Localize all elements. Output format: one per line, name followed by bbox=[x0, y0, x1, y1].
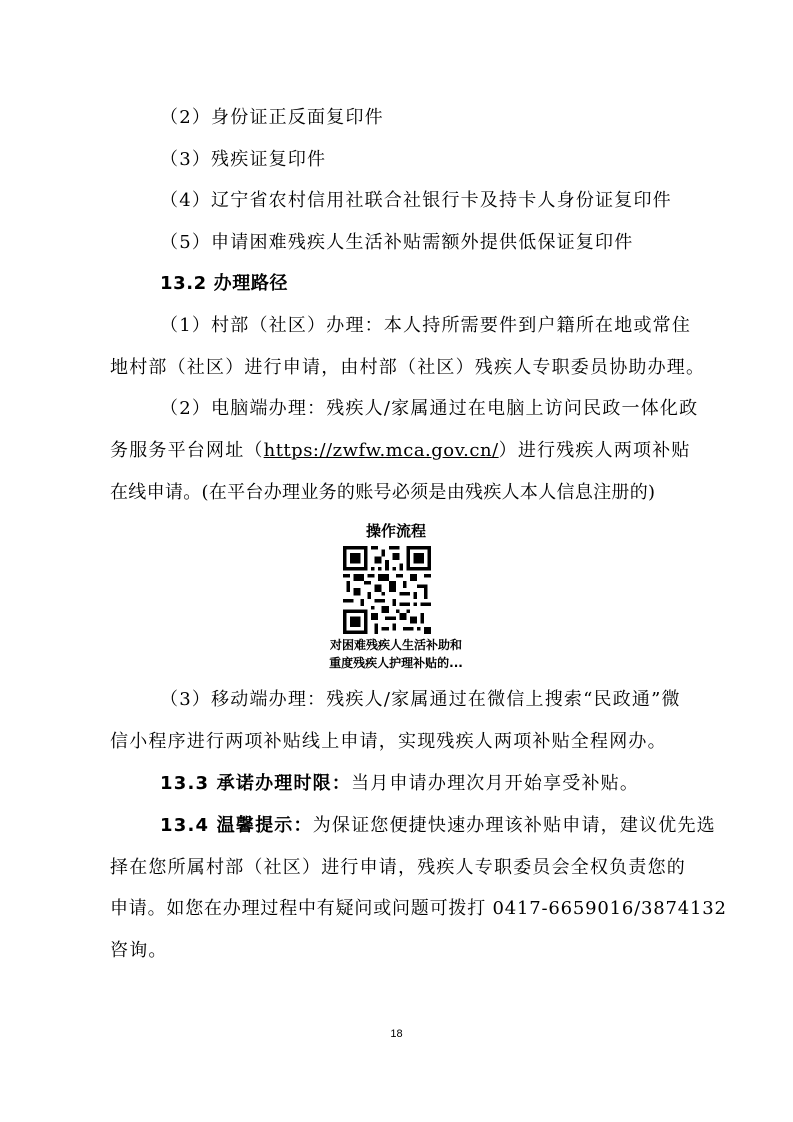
list-item: （5）申请困难残疾人生活补贴需额外提供低保证复印件 bbox=[160, 232, 634, 253]
paragraph-line: 申请。如您在办理过程中有疑问或问题可拨打 0417-6659016/3874132 bbox=[110, 898, 727, 919]
list-item: （4）辽宁省农村信用社联合社银行卡及持卡人身份证复印件 bbox=[160, 190, 672, 211]
section-text: 当月申请办理次月开始享受补贴。 bbox=[351, 773, 640, 794]
paragraph-line: 信小程序进行两项补贴线上申请，实现残疾人两项补贴全程网办。 bbox=[110, 731, 667, 752]
page-number: 18 bbox=[390, 1028, 403, 1040]
paragraph-line: （3）移动端办理：残疾人/家属通过在微信上搜索“民政通”微 bbox=[160, 689, 681, 710]
section-text: 为保证您便捷快速办理该补贴申请，建议优先选 bbox=[312, 815, 716, 836]
section-heading: 13.2 办理路径 bbox=[160, 273, 289, 294]
paragraph-line: 地村部（社区）进行申请，由村部（社区）残疾人专职委员协助办理。 bbox=[110, 357, 706, 378]
paragraph-line: 在线申请。(在平台办理业务的账号必须是由残疾人本人信息注册的) bbox=[110, 482, 656, 503]
qr-caption: 重度残疾人护理补贴的... bbox=[329, 656, 463, 670]
paragraph-line: （2）电脑端办理：残疾人/家属通过在电脑上访问民政一体化政 bbox=[160, 398, 699, 419]
qr-code-image[interactable] bbox=[343, 546, 431, 634]
paragraph-line bbox=[110, 439, 691, 463]
paragraph-text: 务服务平台网址（ bbox=[110, 440, 264, 461]
commitment-time-limit bbox=[160, 772, 639, 796]
paragraph-text: ）进行残疾人两项补贴 bbox=[498, 440, 691, 461]
paragraph-line: （1）村部（社区）办理：本人持所需要件到户籍所在地或常住 bbox=[160, 315, 692, 336]
section-label: 13.4 温馨提示： bbox=[160, 815, 313, 836]
section-label: 13.3 承诺办理时限： bbox=[160, 773, 352, 794]
qr-caption: 对困难残疾人生活补助和 bbox=[329, 638, 462, 652]
paragraph-line: 咨询。 bbox=[110, 940, 168, 961]
warm-tips bbox=[160, 814, 716, 838]
list-item: （2）身份证正反面复印件 bbox=[160, 107, 384, 128]
paragraph-line: 择在您所属村部（社区）进行申请，残疾人专职委员会全权负责您的 bbox=[110, 857, 686, 878]
list-item: （3）残疾证复印件 bbox=[160, 149, 327, 170]
platform-url-link[interactable]: https://zwfw.mca.gov.cn/ bbox=[263, 440, 499, 461]
qr-title: 操作流程 bbox=[365, 522, 426, 540]
